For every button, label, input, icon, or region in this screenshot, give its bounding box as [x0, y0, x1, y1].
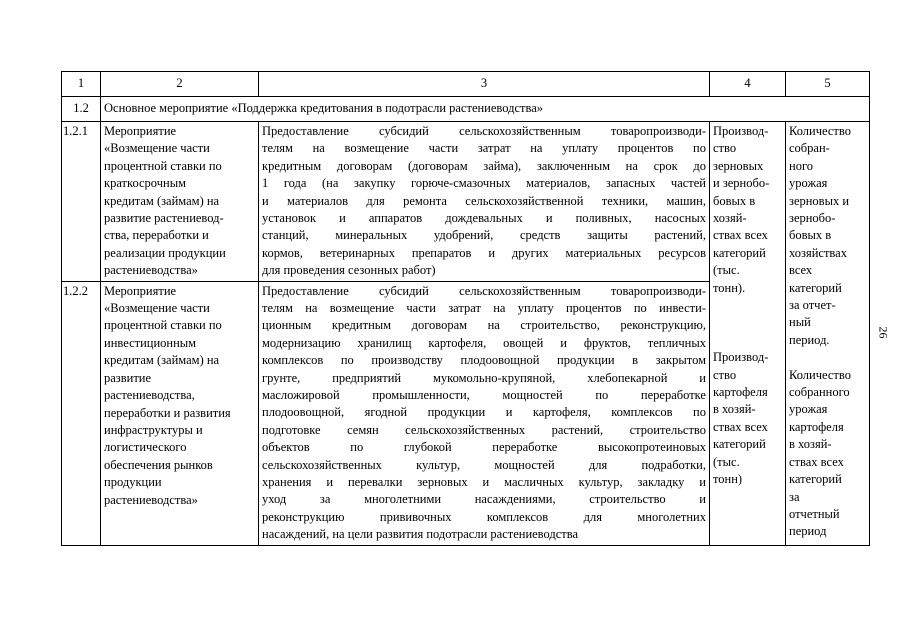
text-line: урожая [789, 176, 828, 191]
text-line: переработки и развития [104, 405, 231, 420]
text-line: за [789, 489, 800, 504]
indicator-potato [713, 349, 782, 488]
text-line: развитие [104, 370, 152, 385]
text-line: Производ- [713, 124, 769, 138]
text-line: ный [789, 315, 811, 330]
text-line: хозяйствах [789, 245, 847, 260]
column-header: 5 [786, 72, 870, 97]
text-line: комплексов по производству плодоовощной продукции в закрытом [262, 353, 706, 368]
text-line: Мероприятие [104, 124, 177, 138]
text-line: краткосрочным [104, 176, 187, 191]
text-line: плодоовощной, ягодной продукции и картофеля, комплексов по [262, 405, 706, 420]
row-number: 1.2.2 [62, 281, 101, 545]
result-cell [786, 122, 870, 546]
text-line: зернобо- [789, 211, 836, 226]
measure-description [259, 281, 710, 545]
text-line: растениеводства, [104, 388, 195, 403]
text-line: кредитам (займам) на [104, 353, 220, 368]
text-line: урожая [789, 402, 828, 417]
page-number: 26 [876, 326, 891, 339]
text-line: Предоставление субсидий сельскохозяйственным товаропроизводи- [262, 124, 706, 138]
text-line: масложировой промышленности, мощностей по переработке [262, 388, 706, 402]
text-line: инвестиционным [104, 335, 197, 350]
indicator-grain [713, 123, 782, 297]
text-line: тонн). [713, 280, 746, 295]
text-line: растениеводства» [104, 492, 198, 507]
text-line: процентной ставки по [104, 318, 222, 333]
text-line: в хозяй- [789, 437, 832, 452]
column-header: 1 [62, 72, 101, 97]
text-line: Предоставление субсидий сельскохозяйственным товаропроизводи- [262, 283, 706, 298]
text-line: модернизацию хранилищ картофеля, овощей и фруктов, тепличных [262, 335, 706, 350]
text-line: период [789, 524, 827, 539]
text-line: развитие растениевод- [104, 211, 224, 226]
text-line: Производ- [713, 350, 769, 365]
measures-table [61, 71, 870, 546]
column-header: 4 [710, 72, 786, 97]
text-line: зерновых и [789, 193, 850, 208]
text-line: бовых в [713, 193, 756, 208]
text-line: «Возмещение части [104, 301, 210, 316]
text-line: (тыс. [713, 263, 740, 278]
text-line: реконструкцию прививочных комплексов для многолетних [262, 509, 706, 524]
text-line: грунте, предприятий мукомольно-крупяной, хлебопекарной и [262, 370, 706, 385]
text-line: тонн) [713, 472, 743, 487]
section-row [62, 97, 870, 122]
measure-description [259, 122, 710, 282]
text-line: период. [789, 332, 830, 347]
text-line: хранения и перевалки зерновых и масличных культур, закладку и [262, 474, 706, 489]
text-line: ство [713, 141, 737, 156]
text-line: бовых в [789, 228, 832, 243]
text-line: в хозяй- [713, 402, 756, 417]
result-potato [789, 367, 866, 541]
text-line: отчетный [789, 506, 840, 521]
text-line: (тыс. [713, 454, 740, 469]
text-line: обеспечения рынков [104, 457, 213, 472]
text-line: за отчет- [789, 298, 836, 313]
text-line: станций, минеральных удобрений, средств защиты растений, [262, 228, 706, 243]
measure-name [101, 281, 259, 545]
text-line: картофеля [789, 419, 844, 434]
table-row [62, 122, 870, 282]
text-line: категорий [713, 245, 766, 260]
text-line: категорий [713, 437, 766, 452]
result-grain [789, 123, 866, 349]
text-line: телям на возмещение части затрат на уплату процентов по [262, 141, 706, 156]
text-line: уход за многолетними насаждениями, строительство и [262, 492, 706, 507]
text-line: ствах всех [713, 419, 768, 434]
text-line: «Возмещение части [104, 141, 210, 156]
text-line: процентной ставки по [104, 158, 222, 173]
text-line: 1 года (на закупку горюче-смазочных материалов, запасных частей [262, 176, 706, 191]
text-line: логистического [104, 440, 187, 455]
text-line: зерновых [713, 158, 764, 173]
text-line: всех [789, 263, 813, 278]
text-line: растениеводства» [104, 263, 198, 278]
text-line: собранного [789, 385, 850, 400]
text-line: категорий [789, 280, 842, 295]
text-line: Мероприятие [104, 283, 177, 298]
indicator-cell [710, 122, 786, 546]
column-header: 2 [101, 72, 259, 97]
text-line: собран- [789, 141, 830, 156]
text-line: ствах всех [789, 454, 844, 469]
text-line: кормов, ветеринарных препаратов и других материальных ресурсов [262, 245, 706, 260]
section-title: Основное мероприятие «Поддержка кредитования в подотрасли растениеводства» [101, 97, 870, 122]
text-line: Количество [789, 124, 851, 138]
text-line: установок и аппаратов дождевальных и поливных, насосных [262, 210, 706, 225]
text-line: ствах всех [713, 228, 768, 243]
text-line: продукции [104, 475, 162, 490]
text-line: реализации продукции [104, 245, 226, 260]
text-line: кредитам (займам) на [104, 193, 220, 208]
text-line: инфраструктуры и [104, 422, 203, 437]
text-line: для проведения сезонных работ) [262, 263, 436, 278]
text-line: объектов по глубокой переработке высокопротеиновых [262, 440, 706, 455]
text-line: картофеля [713, 385, 768, 400]
text-line: сельскохозяйственных культур, мощностей для подработки, [262, 457, 706, 472]
text-line: категорий [789, 472, 842, 487]
text-line: ционным кредитным договорам на строительство, реконструкцию, [262, 318, 706, 333]
text-line: телям на возмещение части затрат на уплату процентов по инвести- [262, 301, 706, 316]
text-line: и зернобо- [713, 176, 770, 191]
column-number-row [62, 72, 870, 97]
text-line: ства, переработки и [104, 228, 209, 243]
text-line: насаждений, на цели развития подотрасли растениеводства [262, 527, 579, 542]
section-number: 1.2 [62, 97, 101, 122]
text-line: ного [789, 158, 814, 173]
text-line: подготовке семян сельскохозяйственных растений, строительство [262, 422, 706, 437]
row-number: 1.2.1 [62, 122, 101, 282]
text-line: кредитным договорам (договорам займа), заключенным на срок до [262, 158, 706, 173]
column-header: 3 [259, 72, 710, 97]
text-line: и материалов для ремонта сельскохозяйственной техники, машин, [262, 193, 706, 208]
text-line: ство [713, 367, 737, 382]
text-line: хозяй- [713, 211, 747, 226]
measure-name [101, 122, 259, 282]
text-line: Количество [789, 367, 851, 382]
